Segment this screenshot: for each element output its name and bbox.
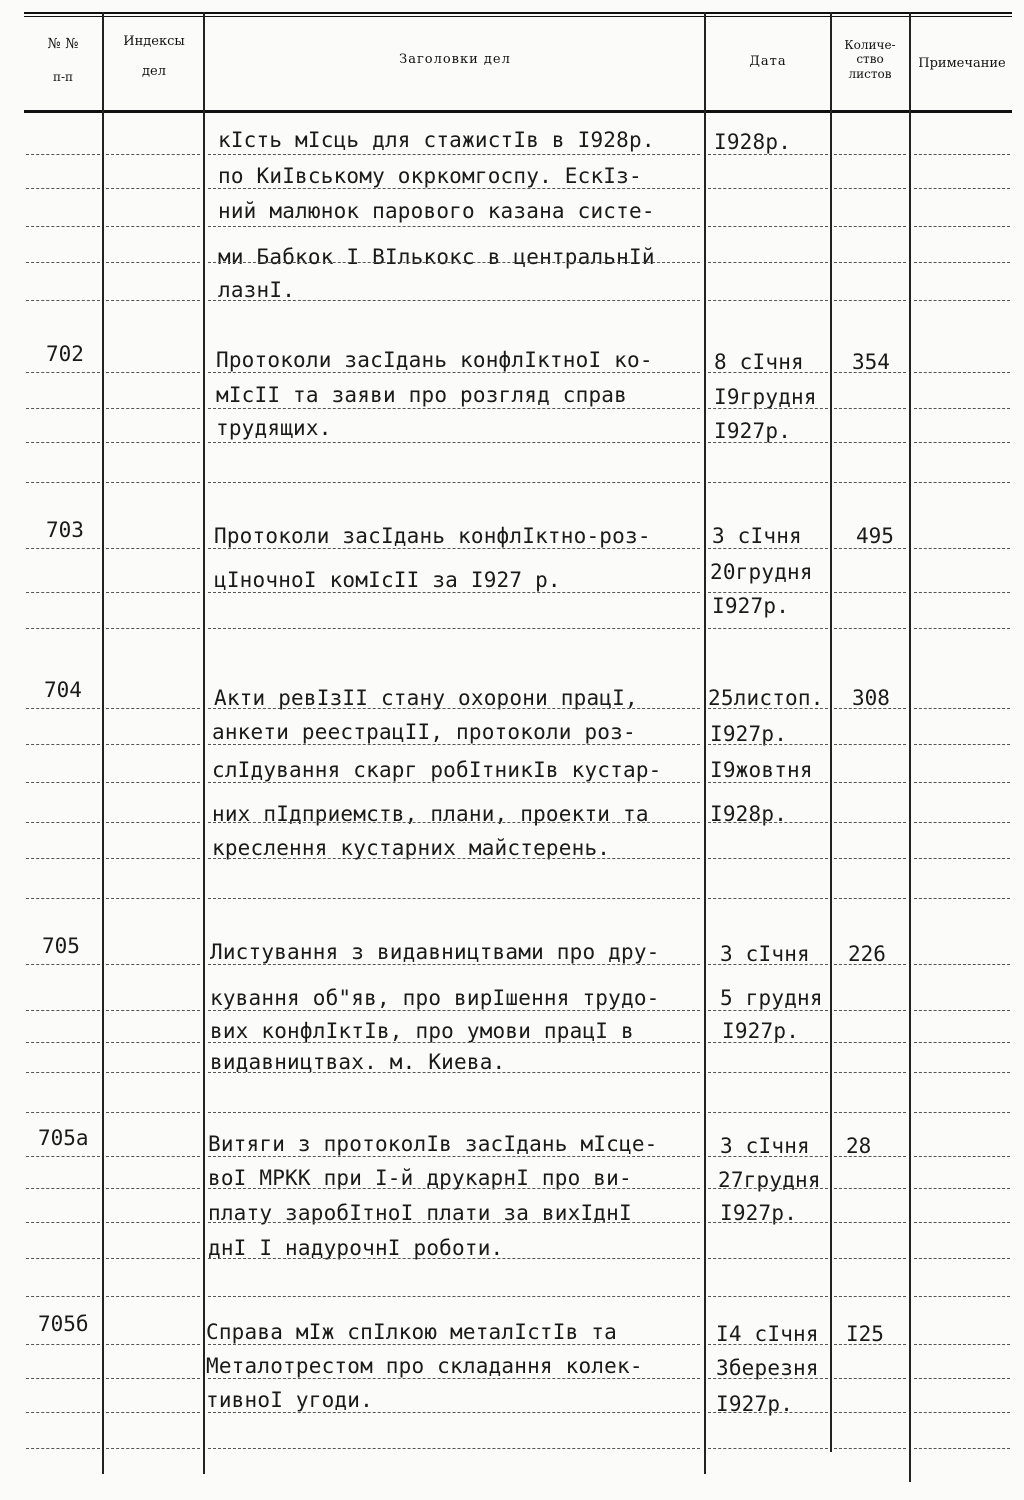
ruled-line [834, 782, 906, 783]
date-line: 5 грудня [720, 986, 823, 1010]
ruled-line [26, 1072, 100, 1073]
title-line: анкети реестрацII, протоколи роз- [212, 720, 636, 744]
ruled-line [106, 1344, 200, 1345]
header-number [26, 36, 100, 85]
ruled-line [834, 1344, 906, 1345]
date-line: 27грудня [718, 1168, 821, 1192]
ruled-line [106, 898, 200, 899]
ruled-line [708, 1412, 828, 1413]
ruled-line [208, 154, 700, 155]
ruled-line [914, 548, 1010, 549]
record-number: 705 [42, 934, 80, 958]
date-line: I927р. [710, 722, 788, 746]
ruled-line [106, 1072, 200, 1073]
date-line: 3 сIчня [720, 942, 810, 966]
title-line: Акти ревIзII стану охорони працI, [214, 686, 638, 710]
ruled-line [834, 1412, 906, 1413]
ruled-line [106, 372, 200, 373]
date-line: I927р. [720, 1201, 798, 1225]
ruled-line [914, 782, 1010, 783]
date-line: I927р. [722, 1019, 800, 1043]
sheet-count: 495 [856, 524, 894, 548]
ruled-line [914, 1296, 1010, 1297]
ruled-line [914, 482, 1010, 483]
ruled-line [708, 1072, 828, 1073]
title-line: Протоколи засIдань конфлIктно-роз- [214, 524, 651, 548]
ruled-line [708, 1448, 828, 1449]
ruled-line [106, 1156, 200, 1157]
ruled-line [914, 858, 1010, 859]
column-divider [102, 12, 104, 1474]
ruled-line [208, 1188, 700, 1189]
ruled-line [208, 1258, 700, 1259]
ruled-line [26, 300, 100, 301]
ruled-line [208, 1042, 700, 1043]
ruled-line [208, 782, 700, 783]
header-note: Примечание [918, 56, 1006, 71]
ruled-line [914, 154, 1010, 155]
ruled-line [708, 300, 828, 301]
ruled-line [914, 226, 1010, 227]
ruled-line [834, 592, 906, 593]
ruled-line [26, 1010, 100, 1011]
date-line: I928р. [710, 802, 788, 826]
ruled-line [26, 1156, 100, 1157]
ruled-line [26, 1112, 100, 1113]
ruled-line [106, 188, 200, 189]
header-sheets-3: листов [848, 66, 892, 81]
ruled-line [26, 482, 100, 483]
header-index-sub: дел [142, 64, 166, 80]
ruled-line [26, 858, 100, 859]
ruled-line [708, 372, 828, 373]
ruled-line [834, 372, 906, 373]
top-rule-2 [24, 16, 1012, 17]
ruled-line [106, 226, 200, 227]
ruled-line [208, 898, 700, 899]
ruled-line [208, 226, 700, 227]
ruled-line [914, 1042, 1010, 1043]
ruled-line [208, 744, 700, 745]
ruled-line [914, 1258, 1010, 1259]
ruled-line [106, 408, 200, 409]
ruled-line [26, 964, 100, 965]
ruled-line [106, 482, 200, 483]
ruled-line [26, 1296, 100, 1297]
ruled-line [208, 372, 700, 373]
ruled-line [834, 744, 906, 745]
ruled-line [208, 188, 700, 189]
ruled-line [208, 1448, 700, 1449]
header-index-label: Индексы [123, 34, 185, 49]
ruled-line [106, 262, 200, 263]
title-line: лазнI. [218, 278, 296, 302]
column-divider [704, 12, 706, 1474]
ruled-line [834, 628, 906, 629]
date-line: 3 сIчня [712, 524, 802, 548]
ruled-line [106, 548, 200, 549]
ruled-line [914, 1378, 1010, 1379]
ruled-line [914, 262, 1010, 263]
ruled-line [106, 782, 200, 783]
ruled-line [208, 1412, 700, 1413]
ruled-line [208, 822, 700, 823]
ruled-line [208, 262, 700, 263]
title-line: днI I надурочнI роботи. [208, 1236, 504, 1260]
ruled-line [834, 482, 906, 483]
ruled-line [106, 300, 200, 301]
sheet-count: I25 [846, 1322, 884, 1346]
ruled-line [708, 708, 828, 709]
ruled-line [834, 1010, 906, 1011]
ruled-line [106, 592, 200, 593]
title-line: Металотрестом про складання колек- [206, 1354, 643, 1378]
record-number: 702 [46, 342, 84, 366]
ruled-line [208, 442, 700, 443]
ruled-line [834, 1222, 906, 1223]
title-line: воI МРКК при I-й друкарнI про ви- [208, 1166, 632, 1190]
ruled-line [914, 744, 1010, 745]
ruled-line [208, 964, 700, 965]
ruled-line [208, 858, 700, 859]
ruled-line [708, 964, 828, 965]
title-line: Справа мIж спIлкою металIстIв та [206, 1320, 617, 1344]
ruled-line [26, 1378, 100, 1379]
ruled-line [834, 1296, 906, 1297]
sheet-count: 226 [848, 942, 886, 966]
header-title: Заголовки дел [399, 52, 511, 67]
ruled-line [26, 1258, 100, 1259]
ruled-line [208, 628, 700, 629]
ruled-line [208, 1222, 700, 1223]
header-number-label: № № [47, 36, 79, 52]
ruled-line [106, 708, 200, 709]
ruled-line [708, 782, 828, 783]
ruled-line [26, 548, 100, 549]
ruled-line [26, 782, 100, 783]
ruled-line [914, 1156, 1010, 1157]
title-line: трудящих. [216, 416, 332, 440]
ruled-line [26, 262, 100, 263]
ruled-line [208, 1378, 700, 1379]
date-line: 25листоп. [708, 686, 824, 710]
ruled-line [26, 708, 100, 709]
ruled-line [26, 592, 100, 593]
title-line: цIночноI комIсII за I927 р. [214, 568, 561, 592]
ruled-line [106, 1188, 200, 1189]
ruled-line [914, 1344, 1010, 1345]
ruled-line [106, 1112, 200, 1113]
ruled-line [834, 442, 906, 443]
title-line: креслення кустарних майстерень. [212, 836, 611, 860]
ruled-line [708, 1042, 828, 1043]
title-line: тивноI угоди. [206, 1388, 373, 1412]
ruled-line [26, 1222, 100, 1223]
ruled-line [914, 372, 1010, 373]
ruled-line [26, 442, 100, 443]
date-line: 8 сIчня [714, 350, 804, 374]
title-line: Витяги з протоколIв засIдань мIсце- [208, 1132, 658, 1156]
ruled-line [208, 548, 700, 549]
date-line: I927р. [714, 419, 792, 443]
ruled-line [834, 1258, 906, 1259]
ruled-line [208, 592, 700, 593]
ruled-line [26, 154, 100, 155]
ruled-line [26, 408, 100, 409]
ruled-line [708, 898, 828, 899]
ruled-line [106, 1448, 200, 1449]
header-sheets [832, 38, 908, 81]
ruled-line [914, 964, 1010, 965]
title-line: них пIдприемств, плани, проекти та [212, 802, 649, 826]
ruled-line [708, 822, 828, 823]
ruled-line [914, 1188, 1010, 1189]
date-line: 20грудня [710, 560, 813, 584]
date-line: I4 сIчня [716, 1322, 819, 1346]
ruled-line [914, 442, 1010, 443]
ruled-line [914, 1412, 1010, 1413]
ruled-line [26, 898, 100, 899]
date-line: I9грудня [714, 385, 817, 409]
ruled-line [834, 300, 906, 301]
ruled-line [914, 1072, 1010, 1073]
ruled-line [834, 1448, 906, 1449]
ruled-line [26, 822, 100, 823]
record-number: 705б [38, 1312, 89, 1336]
ruled-line [834, 1156, 906, 1157]
ruled-line [106, 628, 200, 629]
ruled-line [708, 1344, 828, 1345]
ruled-line [708, 1222, 828, 1223]
ruled-line [26, 744, 100, 745]
ruled-line [106, 1010, 200, 1011]
ruled-line [834, 548, 906, 549]
ruled-line [106, 858, 200, 859]
ruled-line [708, 548, 828, 549]
ruled-line [208, 1296, 700, 1297]
ruled-line [208, 1156, 700, 1157]
column-divider [203, 12, 205, 1474]
ruled-line [106, 1222, 200, 1223]
ruled-line [26, 1188, 100, 1189]
ruled-line [26, 1344, 100, 1345]
ruled-line [26, 1448, 100, 1449]
ruled-line [208, 1072, 700, 1073]
title-line: Листування з видавництвами про дру- [210, 940, 660, 964]
ruled-line [914, 898, 1010, 899]
ruled-line [106, 154, 200, 155]
record-number: 704 [44, 678, 82, 702]
ruled-line [106, 1412, 200, 1413]
title-line: ний малюнок парового казана систе- [218, 199, 655, 223]
ruled-line [914, 1010, 1010, 1011]
ruled-line [834, 708, 906, 709]
ruled-line [106, 822, 200, 823]
ruled-line [914, 822, 1010, 823]
header-sheets-2: ство [856, 52, 884, 67]
ruled-line [914, 188, 1010, 189]
title-line: Протоколи засIдань конфлIктноI ко- [216, 348, 653, 372]
ruled-line [708, 1156, 828, 1157]
ruled-line [708, 482, 828, 483]
ruled-line [834, 226, 906, 227]
title-line: ми Бабкок I ВIлькокс в центральнIй [218, 245, 655, 269]
column-divider [909, 12, 911, 1482]
ruled-line [834, 188, 906, 189]
ruled-line [708, 1296, 828, 1297]
ruled-line [708, 262, 828, 263]
ruled-line [26, 1042, 100, 1043]
ruled-line [708, 858, 828, 859]
date-line: 3 сIчня [720, 1134, 810, 1158]
header-rule [24, 110, 1012, 113]
ruled-line [208, 408, 700, 409]
ruled-line [708, 226, 828, 227]
ruled-line [106, 744, 200, 745]
ruled-line [708, 744, 828, 745]
title-line: мIсII та заяви про розгляд справ [216, 383, 627, 407]
ruled-line [26, 1412, 100, 1413]
date-line: 3березня [716, 1356, 819, 1380]
ruled-line [26, 372, 100, 373]
date-line: I9жовтня [710, 758, 813, 782]
ruled-line [708, 442, 828, 443]
ruled-line [914, 300, 1010, 301]
ruled-line [106, 1296, 200, 1297]
sheet-count: 28 [846, 1134, 872, 1158]
ruled-line [106, 964, 200, 965]
ruled-line [914, 1222, 1010, 1223]
ruled-line [834, 1378, 906, 1379]
ruled-line [708, 1112, 828, 1113]
ruled-line [834, 408, 906, 409]
ruled-line [834, 1188, 906, 1189]
column-divider [830, 12, 832, 1452]
ruled-line [708, 1010, 828, 1011]
title-line: плату заробIтноI плати за вихIднI [208, 1201, 632, 1225]
title-line: слIдування скарг робIтникIв кустар- [212, 758, 662, 782]
ruled-line [26, 628, 100, 629]
title-line: кування об"яв, про вирIшення трудо- [210, 986, 660, 1010]
ruled-line [208, 1344, 700, 1345]
ruled-line [834, 154, 906, 155]
ruled-line [208, 708, 700, 709]
title-line: вих конфлIктIв, про умови працI в [210, 1019, 634, 1043]
ruled-line [106, 1378, 200, 1379]
header-index [106, 34, 202, 81]
sheet-count: 354 [852, 350, 890, 374]
header-date: Дата [749, 54, 787, 69]
header-number-sub: п-п [52, 69, 74, 84]
title-line: видавництвах. м. Киева. [210, 1050, 506, 1074]
ruled-line [834, 1112, 906, 1113]
date-line: I927р. [712, 594, 790, 618]
ruled-line [208, 300, 700, 301]
ruled-line [26, 226, 100, 227]
ruled-line [708, 1258, 828, 1259]
date-line: I928р. [714, 130, 792, 154]
ruled-line [834, 822, 906, 823]
sheet-count: 308 [852, 686, 890, 710]
title-line: по КиIвському окркомгоспу. ЕскIз- [218, 164, 642, 188]
ruled-line [208, 1112, 700, 1113]
ruled-line [708, 628, 828, 629]
ruled-line [708, 408, 828, 409]
ruled-line [708, 592, 828, 593]
ruled-line [708, 188, 828, 189]
title-line: кIсть мIсць для стажистIв в I928р. [218, 128, 655, 152]
ruled-line [26, 188, 100, 189]
ruled-line [708, 154, 828, 155]
ruled-line [708, 1378, 828, 1379]
ruled-line [914, 592, 1010, 593]
ruled-line [708, 1188, 828, 1189]
header-sheets-1: Количе- [844, 38, 896, 52]
ruled-line [208, 482, 700, 483]
ruled-line [208, 1010, 700, 1011]
date-line: I927р. [716, 1392, 794, 1416]
ruled-line [834, 964, 906, 965]
ruled-line [914, 408, 1010, 409]
ruled-line [834, 262, 906, 263]
ruled-line [914, 1448, 1010, 1449]
ruled-line [834, 858, 906, 859]
ruled-line [106, 1258, 200, 1259]
record-number: 705а [38, 1126, 89, 1150]
ruled-line [834, 1072, 906, 1073]
ruled-line [914, 628, 1010, 629]
ruled-line [106, 442, 200, 443]
ruled-line [834, 1042, 906, 1043]
top-rule [24, 12, 1012, 14]
ruled-line [106, 1042, 200, 1043]
ruled-line [914, 1112, 1010, 1113]
record-number: 703 [46, 518, 84, 542]
ruled-line [914, 708, 1010, 709]
ruled-line [834, 898, 906, 899]
